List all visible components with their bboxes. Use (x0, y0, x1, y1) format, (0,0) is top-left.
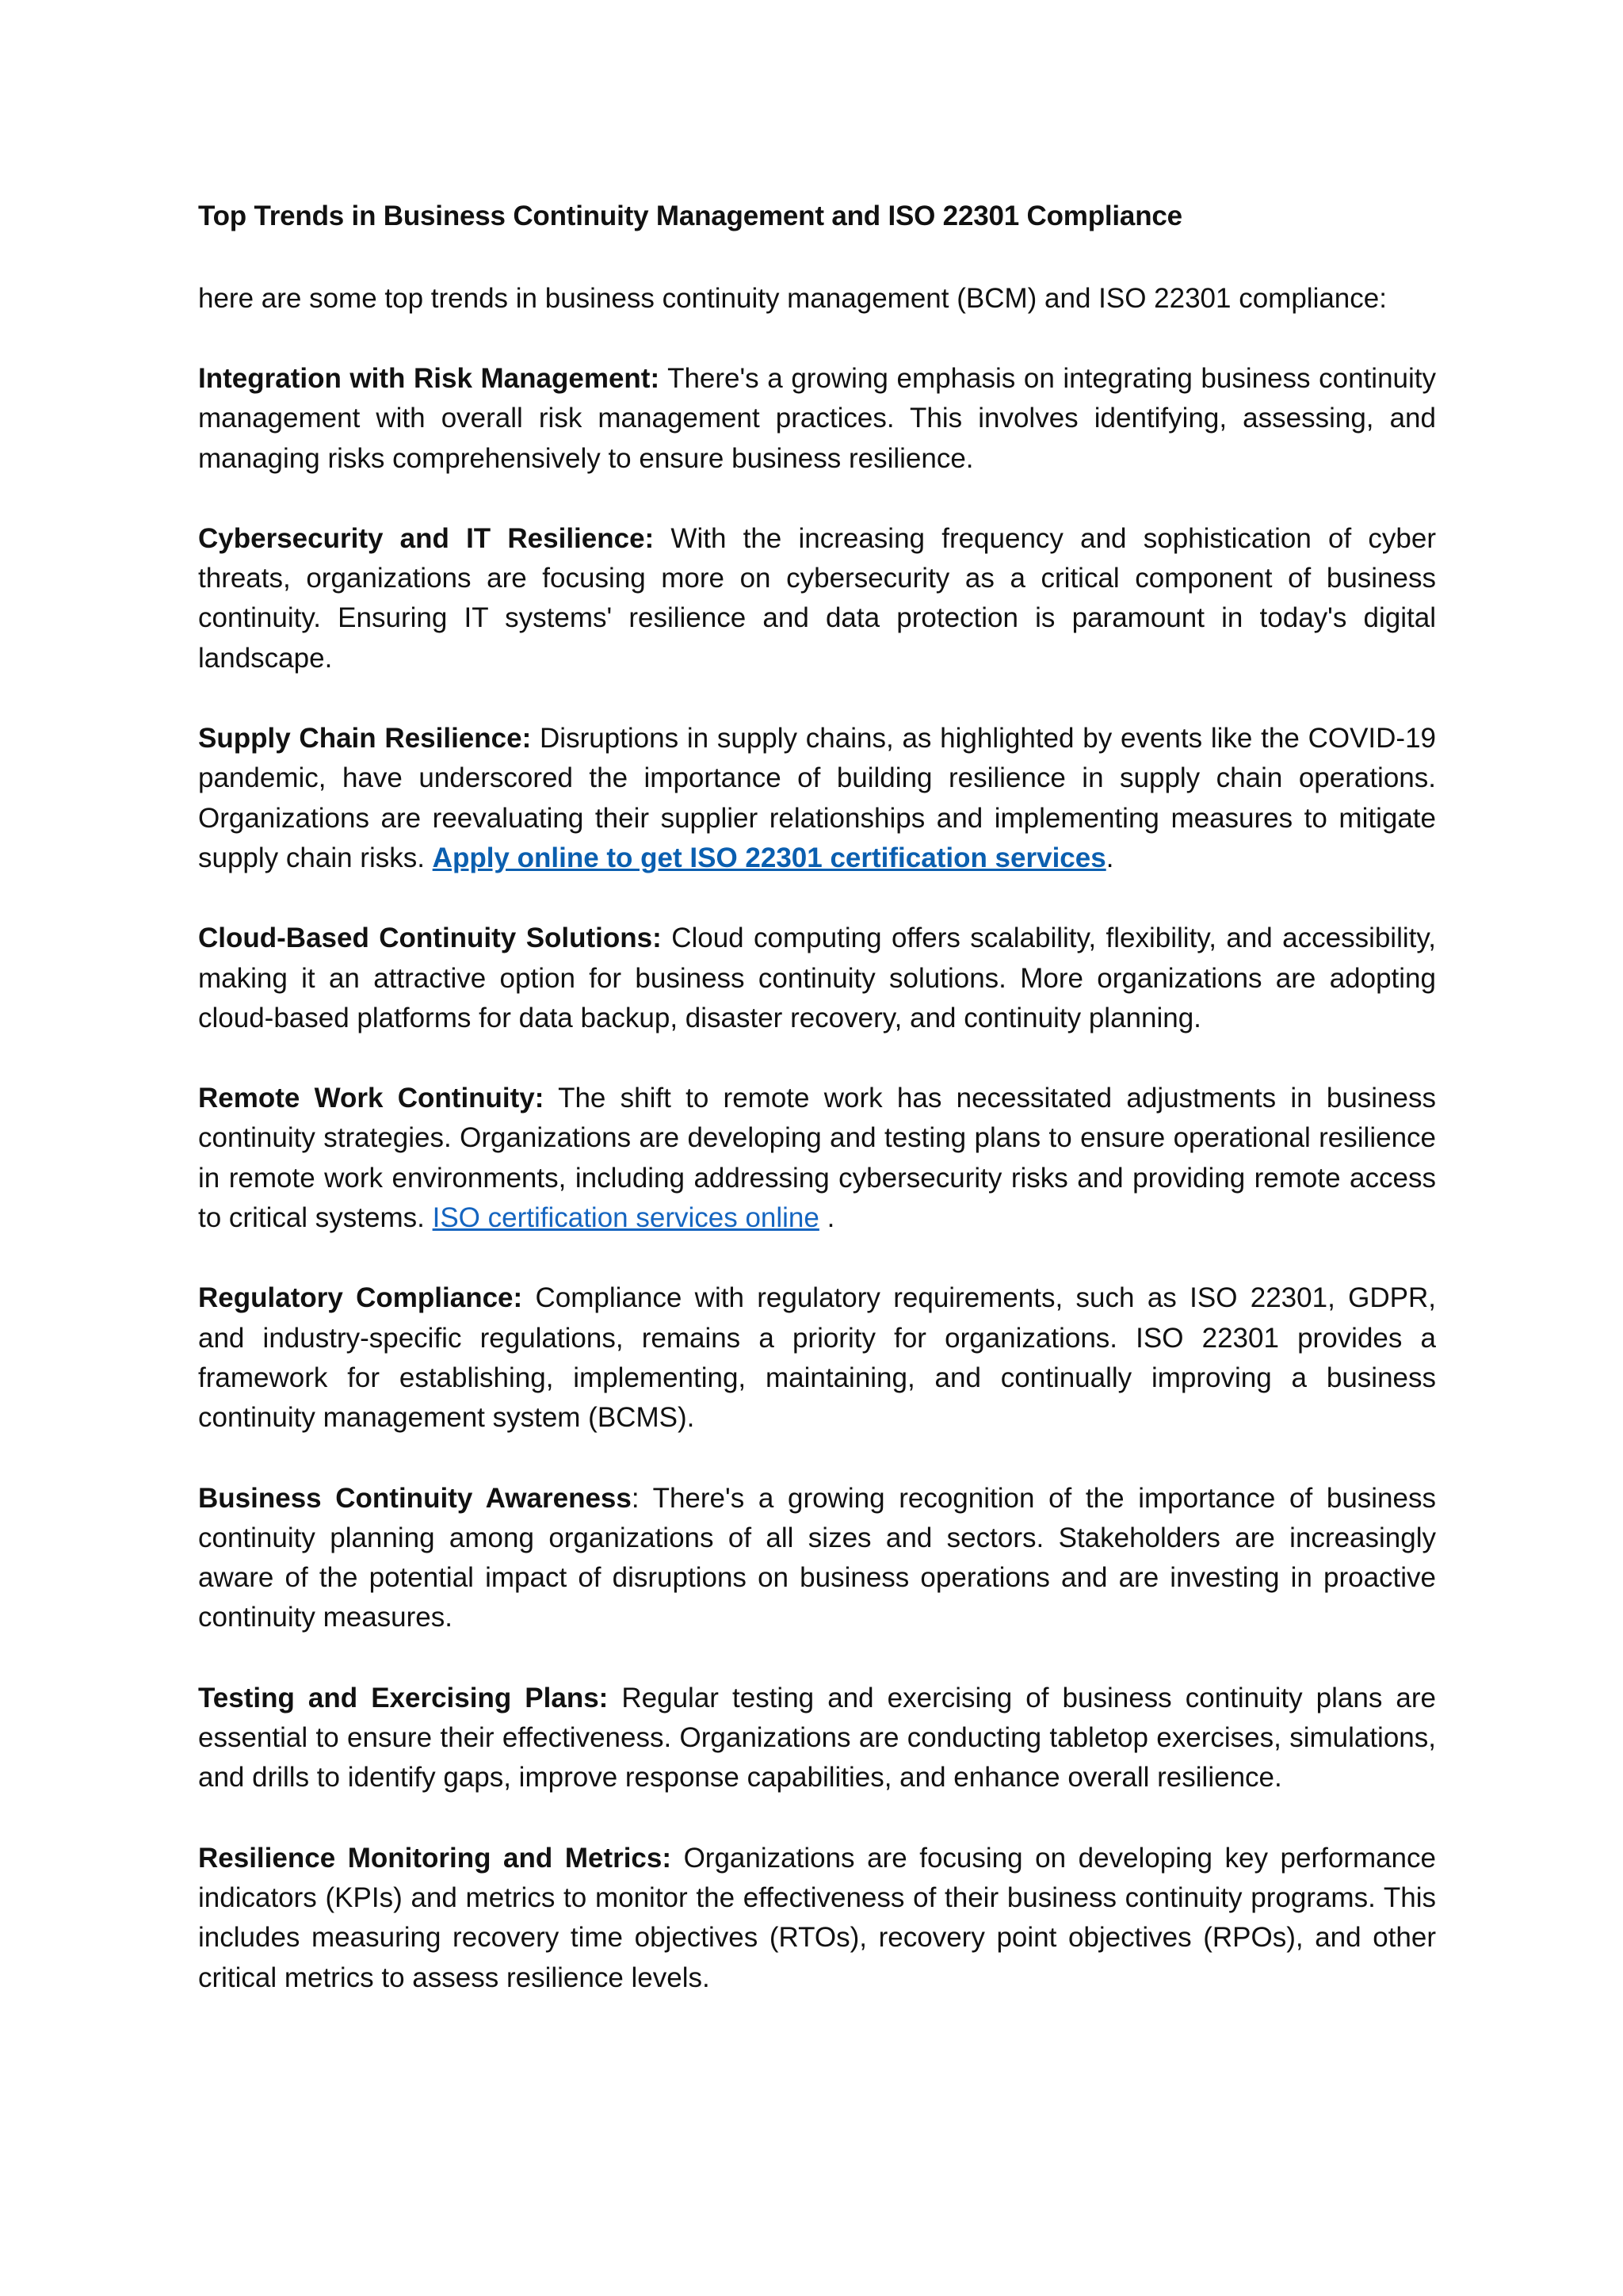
section-business-continuity-awareness (198, 1479, 1436, 1638)
section-label: Cloud-Based Continuity Solutions: (198, 923, 662, 954)
section-trailing-text: . (1106, 842, 1114, 873)
section-label: Testing and Exercising Plans: (198, 1682, 609, 1713)
intro-paragraph: here are some top trends in business continuity management (BCM) and ISO 22301 compliance: (198, 283, 1387, 314)
section-text: The shift to remote work has necessitated adjustments in business continuity strategies. Organizations are developing and testing plans to ensure operational resilience in remote work environments, including addressing cybersecurity risks and providing remote access to critical systems. (198, 1083, 1436, 1234)
section-label: Cybersecurity and IT Resilience: (198, 522, 655, 554)
section-regulatory-compliance (198, 1278, 1436, 1438)
section-cloud-based-continuity (198, 919, 1436, 1038)
section-text: : There's a growing recognition of the importance of business continuity planning among organizations of all sizes and sectors. Stakeholders are increasingly aware of the potential impact of disruptions on business operations and are investing in proactive continuity measures. (198, 1482, 1436, 1633)
section-testing-exercising-plans (198, 1679, 1436, 1798)
section-label: Remote Work Continuity: (198, 1083, 544, 1114)
section-text: With the increasing frequency and sophistication of cyber threats, organizations are focusing more on cybersecurity as a critical component of business continuity. Ensuring IT systems' resilience and data protection is paramount in today's digital landscape. (198, 522, 1436, 674)
section-remote-work-continuity (198, 1079, 1436, 1238)
section-cybersecurity-it-resilience (198, 519, 1436, 678)
section-label: Integration with Risk Management: (198, 363, 660, 394)
section-label: Supply Chain Resilience: (198, 723, 532, 755)
section-label: Regulatory Compliance: (198, 1282, 523, 1314)
document-title: Top Trends in Business Continuity Management and ISO 22301 Compliance (198, 201, 1182, 231)
section-text: Regular testing and exercising of business continuity plans are essential to ensure their effectiveness. Organizations are conducting tabletop exercises, simulations, and drills to identify gaps, improve response capabilities, and enhance overall resilience. (198, 1682, 1436, 1794)
section-text: Cloud computing offers scalability, flexibility, and accessibility, making it an attractive option for business continuity solutions. More organizations are adopting cloud-based platforms for data backup, disaster recovery, and continuity planning. (198, 923, 1436, 1033)
section-text: Organizations are focusing on developing key performance indicators (KPIs) and metrics to monitor the effectiveness of their business continuity programs. This includes measuring recovery time objectives (RTOs), recovery point objectives (RPOs), and other critical metrics to assess resilience levels. (198, 1842, 1436, 1993)
section-trailing-text: . (819, 1202, 835, 1234)
section-text: Compliance with regulatory requirements, such as ISO 22301, GDPR, and industry-specific regulations, remains a priority for organizations. ISO 22301 provides a framework for establishing, implementing, maintaining, and continually improving a business continuity management system (BCMS). (198, 1282, 1436, 1434)
section-label: Resilience Monitoring and Metrics: (198, 1842, 672, 1874)
section-resilience-monitoring-metrics (198, 1839, 1436, 1998)
section-integration-risk-management (198, 359, 1436, 479)
iso-22301-certification-link[interactable]: Apply online to get ISO 22301 certification services (432, 842, 1106, 873)
section-label: Business Continuity Awareness (198, 1482, 632, 1514)
iso-certification-services-link[interactable]: ISO certification services online (432, 1202, 819, 1234)
section-text: Disruptions in supply chains, as highlighted by events like the COVID-19 pandemic, have underscored the importance of building resilience in supply chain operations. Organizations are reevaluating their supplier relationships and implementing measures to mitigate supply chain risks. (198, 723, 1437, 873)
section-text: There's a growing emphasis on integrating business continuity management with overall risk management practices. This involves identifying, assessing, and managing risks comprehensively to ensure business resilience. (198, 363, 1437, 474)
section-supply-chain-resilience (198, 719, 1436, 878)
document-body (198, 197, 1436, 2038)
